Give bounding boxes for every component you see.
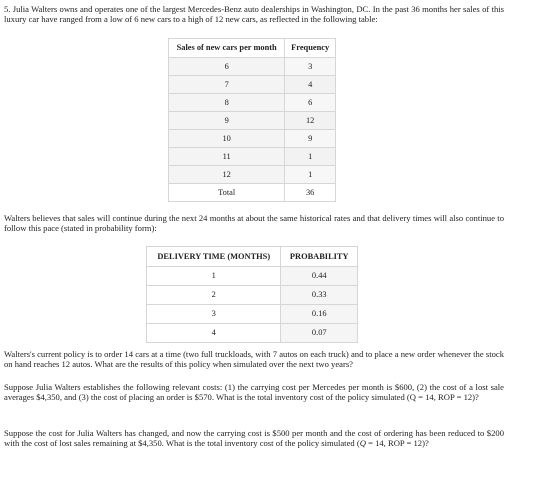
sales-frequency-table <box>168 38 336 202</box>
total-value-cell: 36 <box>285 184 336 202</box>
sales-cell: 11 <box>169 148 285 166</box>
column-header-frequency: Frequency <box>285 39 336 58</box>
delivery-time-cell: 3 <box>147 305 281 324</box>
probability-cell: 0.44 <box>281 267 358 286</box>
frequency-cell: 9 <box>285 130 336 148</box>
frequency-cell: 1 <box>285 148 336 166</box>
sales-cell: 7 <box>169 76 285 94</box>
frequency-cell: 1 <box>285 166 336 184</box>
table-row <box>147 267 358 286</box>
column-header-sales: Sales of new cars per month <box>169 39 285 58</box>
order-quantity-symbol: Q <box>359 438 366 448</box>
belief-paragraph: Walters believes that sales will continue during the next 24 months at about the same historical rates and that delivery times will also continue to follow this pace (stated in probability form): <box>4 213 504 233</box>
costs-question-a: Suppose Julia Walters establishes the following relevant costs: (1) the carrying cost per Mercedes per month is $600, (2) the cost of a lost sale averages $4,350, and (3) the cost of placing an order is $570. What is the total inventory cost of the policy simulated (Q = 14, ROP = 12)? <box>4 382 504 402</box>
sales-cell: 6 <box>169 58 285 76</box>
table-row <box>169 76 336 94</box>
table-header-row <box>169 39 336 58</box>
table-row <box>169 112 336 130</box>
costs-question-b-tail: = 14, ROP = 12)? <box>365 438 429 448</box>
costs-question-b-text: Suppose the cost for Julia Walters has changed, and now the carrying cost is $500 per month and the cost of ordering has been reduced to $200 with the cost of lost sales remaining at $4,350. What is the total inventory cost of the policy simulated ( <box>4 428 504 448</box>
frequency-cell: 3 <box>285 58 336 76</box>
delivery-time-cell: 4 <box>147 324 281 343</box>
total-label-cell: Total <box>169 184 285 202</box>
table-header-row <box>147 247 358 267</box>
probability-cell: 0.16 <box>281 305 358 324</box>
table-row <box>147 305 358 324</box>
table-row <box>169 58 336 76</box>
sales-cell: 12 <box>169 166 285 184</box>
frequency-cell: 12 <box>285 112 336 130</box>
frequency-cell: 4 <box>285 76 336 94</box>
table-row-total <box>169 184 336 202</box>
policy-paragraph: Walters's current policy is to order 14 cars at a time (two full truckloads, with 7 autos on each truck) and to place a new order whenever the stock on hand reaches 12 autos. What are the results of this policy when simulated over the next two years? <box>4 349 504 369</box>
table-row <box>169 166 336 184</box>
delivery-probability-table <box>146 246 358 343</box>
frequency-cell: 6 <box>285 94 336 112</box>
table-row <box>169 130 336 148</box>
table-row <box>169 148 336 166</box>
costs-question-b <box>4 428 504 448</box>
probability-cell: 0.07 <box>281 324 358 343</box>
sales-cell: 8 <box>169 94 285 112</box>
probability-cell: 0.33 <box>281 286 358 305</box>
delivery-time-cell: 1 <box>147 267 281 286</box>
intro-paragraph: 5. Julia Walters owns and operates one of the largest Mercedes-Benz auto dealerships in Washington, DC. In the past 36 months her sales of this luxury car have ranged from a low of 6 new cars to a high of 12 new cars, as reflected in the following table: <box>4 4 504 24</box>
sales-cell: 9 <box>169 112 285 130</box>
table-row <box>147 286 358 305</box>
table-row <box>147 324 358 343</box>
column-header-probability: PROBABILITY <box>281 247 358 267</box>
column-header-delivery-time: DELIVERY TIME (MONTHS) <box>147 247 281 267</box>
sales-cell: 10 <box>169 130 285 148</box>
delivery-time-cell: 2 <box>147 286 281 305</box>
table-row <box>169 94 336 112</box>
